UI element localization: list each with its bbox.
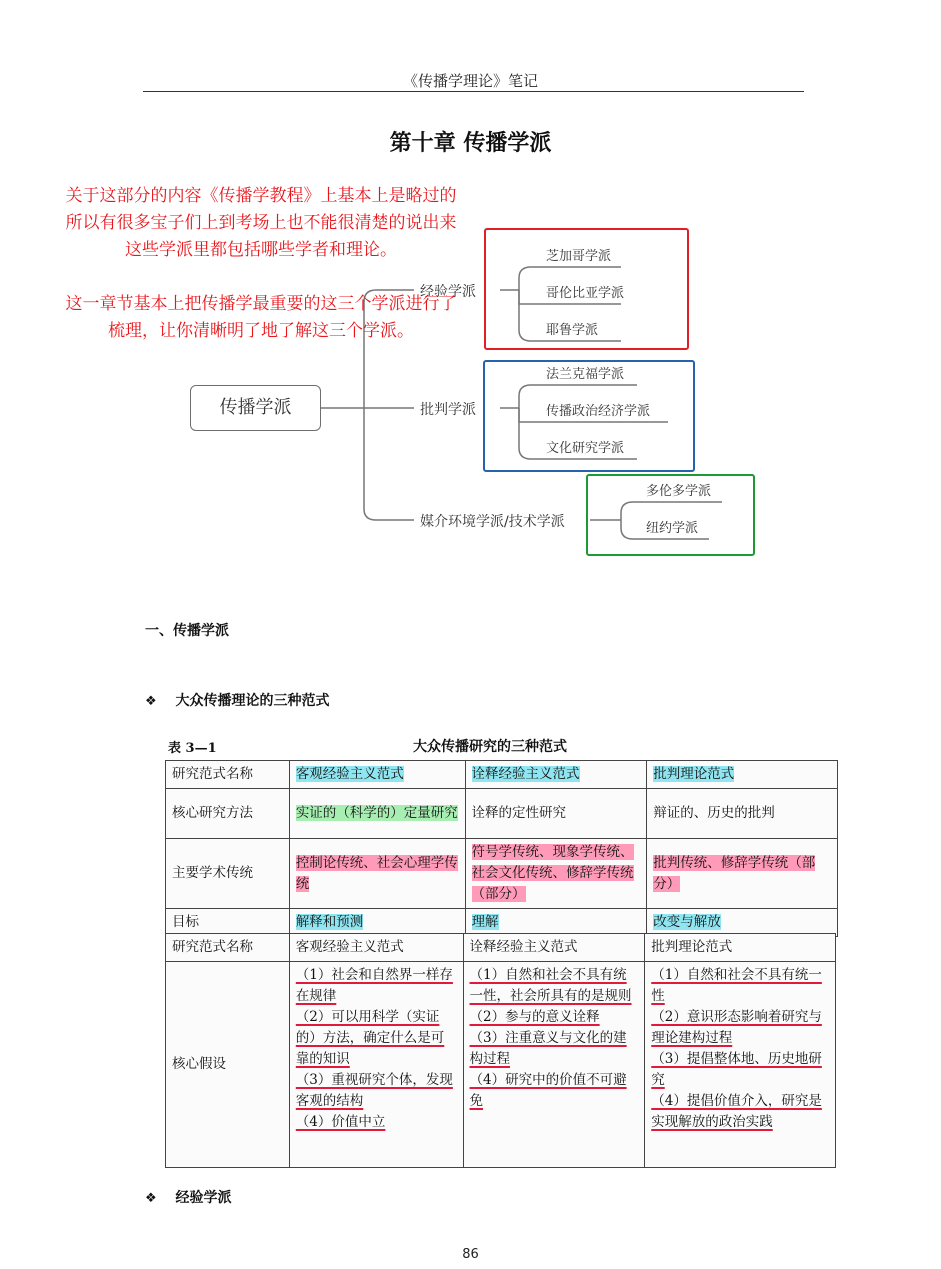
- table-row: [166, 962, 836, 1168]
- frame-media-ecology: [586, 474, 755, 556]
- table-cell: [647, 839, 838, 909]
- table-cell: [289, 962, 463, 1168]
- table-cell-text: 诠释经验主义范式: [471, 766, 580, 782]
- table-cell-text: 理解: [471, 914, 499, 930]
- table-row: [166, 839, 838, 909]
- assumption-item: （3）注重意义与文化的建构过程: [469, 1030, 627, 1067]
- mindmap-leaf-cultural-studies: 文化研究学派: [546, 441, 625, 456]
- table-cell: 研究范式名称: [166, 761, 290, 789]
- table-cell: [645, 962, 836, 1168]
- assumption-item: （1）社会和自然界一样存在规律: [295, 967, 453, 1004]
- table-cell: 核心研究方法: [166, 789, 290, 839]
- table-cell: 诠释的定性研究: [465, 789, 647, 839]
- assumption-item: （4）价值中立: [295, 1114, 386, 1130]
- bullet-text: 大众传播理论的三种范式: [175, 693, 330, 709]
- mindmap-leaf-columbia: 哥伦比亚学派: [546, 286, 625, 301]
- mindmap-branch-media-ecology: 媒介环境学派/技术学派: [420, 514, 565, 530]
- table-cell-text: 改变与解放: [653, 914, 721, 930]
- table-cell-text: 实证的（科学的）定量研究: [295, 805, 458, 821]
- annotation-note-2: [26, 291, 496, 345]
- mindmap-leaf-political-economy: 传播政治经济学派: [546, 404, 651, 419]
- table-cell-text: 符号学传统、现象学传统、社会文化传统、修辞学传统（部分）: [471, 844, 634, 902]
- table-row: [166, 789, 838, 839]
- table-cell: 核心假设: [166, 962, 290, 1168]
- annotation-line: 所以有很多宝子们上到考场上也不能很清楚的说出来: [65, 213, 457, 233]
- table-cell-text: 客观经验主义范式: [295, 766, 404, 782]
- annotation-line: 这些学派里都包括哪些学者和理论。: [125, 240, 397, 260]
- table-cell: [463, 962, 645, 1168]
- page-number: 86: [462, 1247, 479, 1262]
- annotation-line: 梳理，让你清晰明了地了解这三个学派。: [108, 321, 414, 341]
- assumption-item: （3）提倡整体地、历史地研究: [651, 1051, 822, 1088]
- table-cell: [289, 761, 465, 789]
- annotation-note-1: [26, 183, 496, 264]
- mindmap-root: 传播学派: [190, 385, 321, 431]
- bullet-text: 经验学派: [175, 1190, 232, 1206]
- annotation-line: 这一章节基本上把传播学最重要的这三个学派进行了: [65, 294, 457, 314]
- diamond-bullet-icon: ❖: [145, 1191, 157, 1206]
- table-cell: 诠释经验主义范式: [463, 934, 645, 962]
- mindmap-leaf-toronto: 多伦多学派: [646, 484, 712, 499]
- document-header: 《传播学理论》笔记: [402, 72, 538, 90]
- table-cell: [289, 789, 465, 839]
- chapter-title: 第十章 传播学派: [389, 131, 552, 156]
- annotation-line: 关于这部分的内容《传播学教程》上基本上是略过的: [65, 186, 457, 206]
- section-heading: 一、传播学派: [145, 623, 229, 639]
- table-cell-text: 批判传统、修辞学传统（部分）: [653, 854, 816, 892]
- table-label: 表 3—1: [168, 741, 217, 756]
- paradigm-table-part2: [165, 933, 836, 1168]
- table-cell-text: 批判理论范式: [653, 766, 735, 782]
- table-cell: 批判理论范式: [645, 934, 836, 962]
- frame-critical: [483, 360, 695, 472]
- table-title: 大众传播研究的三种范式: [413, 739, 567, 755]
- table-cell: [647, 761, 838, 789]
- mindmap-leaf-frankfurt: 法兰克福学派: [546, 367, 625, 382]
- mindmap-branch-critical: 批判学派: [420, 402, 476, 418]
- bullet-heading-paradigms: [145, 690, 330, 710]
- table-cell: [465, 839, 647, 909]
- table-cell: 研究范式名称: [166, 934, 290, 962]
- assumption-item: （2）可以用科学（实证的）方法，确定什么是可靠的知识: [295, 1009, 445, 1067]
- table-cell: 辩证的、历史的批判: [647, 789, 838, 839]
- assumption-item: （1）自然和社会不具有统一性，社会所具有的是规则: [469, 967, 632, 1004]
- table-row: [166, 934, 836, 962]
- bullet-heading-empirical: [145, 1187, 232, 1207]
- table-cell: 主要学术传统: [166, 839, 290, 909]
- table-cell: 目标: [166, 909, 290, 937]
- assumption-item: （1）自然和社会不具有统一性: [651, 967, 822, 1004]
- mindmap-leaf-new-york: 纽约学派: [646, 521, 699, 536]
- mindmap-leaf-chicago: 芝加哥学派: [546, 249, 612, 264]
- assumption-item: （4）研究中的价值不可避免: [469, 1072, 627, 1109]
- table-cell-text: 控制论传统、社会心理学传统: [295, 854, 458, 892]
- paradigm-table-part1: [165, 760, 838, 937]
- mindmap-leaf-yale: 耶鲁学派: [546, 323, 599, 338]
- assumption-item: （3）重视研究个体，发现客观的结构: [295, 1072, 453, 1109]
- assumption-item: （2）意识形态影响着研究与理论建构过程: [651, 1009, 822, 1046]
- mindmap-branch-empirical: 经验学派: [420, 284, 476, 300]
- assumption-item: （4）提倡价值介入，研究是实现解放的政治实践: [651, 1093, 822, 1130]
- table-cell: [289, 839, 465, 909]
- table-cell: 客观经验主义范式: [289, 934, 463, 962]
- table-cell: [465, 761, 647, 789]
- assumption-item: （2）参与的意义诠释: [469, 1009, 600, 1025]
- frame-empirical: [484, 228, 689, 350]
- diamond-bullet-icon: ❖: [145, 694, 157, 709]
- table-row: [166, 761, 838, 789]
- table-cell-text: 解释和预测: [295, 914, 364, 930]
